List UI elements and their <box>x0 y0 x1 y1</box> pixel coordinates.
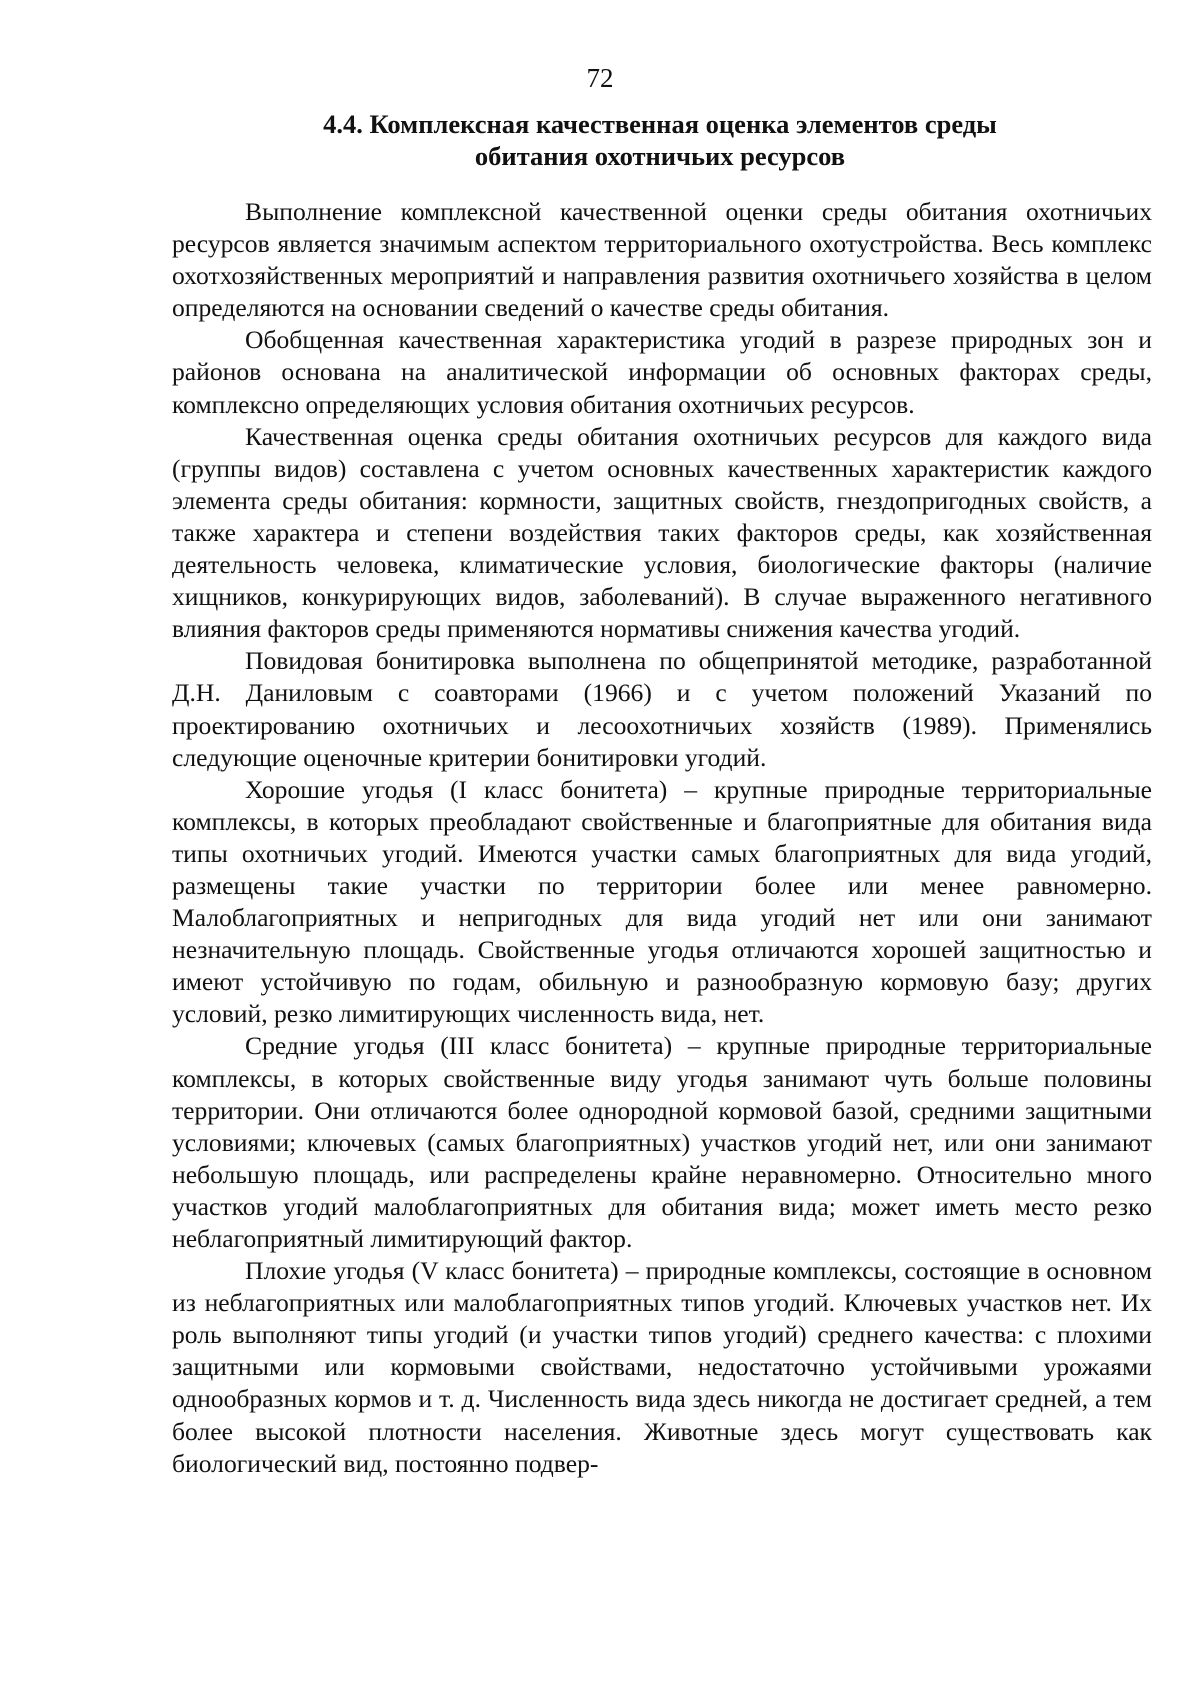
body-text <box>172 196 1152 1480</box>
section-heading-line-2: обитания охотничьих ресурсов <box>474 141 846 171</box>
paragraph: Выполнение комплексной качественной оценки среды обитания охотничьих ресурсов является значимым аспектом территориального охотустройства. Весь комплекс охотхозяйственных мероприятий и направления развития охотничьего хозяйства в целом определяются на основании сведений о качестве среды обитания. <box>172 197 1152 323</box>
paragraph: Плохие угодья (V класс бонитета) – природные комплексы, состоящие в основном из неблагоприятных или малоблагоприятных типов угодий. Ключевых участков нет. Их роль выполняют типы угодий (и участки типов угодий) среднего качества: с плохими защитными или кормовыми свойствами, недостаточно устойчивыми урожаями однообразных кормов и т. д. Численность вида здесь никогда не достигает средней, а тем более высокой плотности населения. Животные здесь могут существовать как биологический вид, постоянно подвер- <box>172 1256 1152 1478</box>
paragraph: Повидовая бонитировка выполнена по общепринятой методике, разработанной Д.Н. Даниловым с соавторами (1966) и с учетом положений Указаний по проектированию охотничьих и лесоохотничьих хозяйств (1989). Применялись следующие оценочные критерии бонитировки угодий. <box>172 646 1152 772</box>
section-heading-line-1: 4.4. Комплексная качественная оценка элементов среды <box>323 109 997 139</box>
paragraph: Средние угодья (III класс бонитета) – крупные природные территориальные комплексы, в которых свойственные виду угодья занимают чуть больше половины территории. Они отличаются более однородной кормовой базой, средними защитными условиями; ключевых (самых благоприятных) участков угодий нет, или они занимают небольшую площадь, или распределены крайне неравномерно. Относительно много участков угодий малоблагоприятных для обитания вида; может иметь место резко неблагоприятный лимитирующий фактор. <box>172 1031 1152 1253</box>
section-heading <box>170 108 1150 172</box>
paragraph: Качественная оценка среды обитания охотничьих ресурсов для каждого вида (группы видов) составлена с учетом основных качественных характеристик каждого элемента среды обитания: кормности, защитных свойств, гнездопригодных свойств, а также характера и степени воздействия таких факторов среды, как хозяйственная деятельность человека, климатические условия, биологические факторы (наличие хищников, конкурирующих видов, заболеваний). В случае выраженного негативного влияния факторов среды применяются нормативы снижения качества угодий. <box>172 421 1152 644</box>
paragraph: Обобщенная качественная характеристика угодий в разрезе природных зон и районов основана на аналитической информации об основных факторах среды, комплексно определяющих условия обитания охотничьих ресурсов. <box>172 325 1152 419</box>
paragraph: Хорошие угодья (I класс бонитета) – крупные природные территориальные комплексы, в которых преобладают свойственные и благоприятные для обитания вида типы охотничьих угодий. Имеются участки самых благоприятных для вида угодий, размещены такие участки по территории более или менее равномерно. Малоблагоприятных и непригодных для вида угодий нет или они занимают незначительную площадь. Свойственные угодья отличаются хорошей защитностью и имеют устойчивую по годам, обильную и разнообразную кормовую базу; других условий, резко лимитирующих численность вида, нет. <box>172 774 1152 1029</box>
page-number: 72 <box>586 63 614 93</box>
